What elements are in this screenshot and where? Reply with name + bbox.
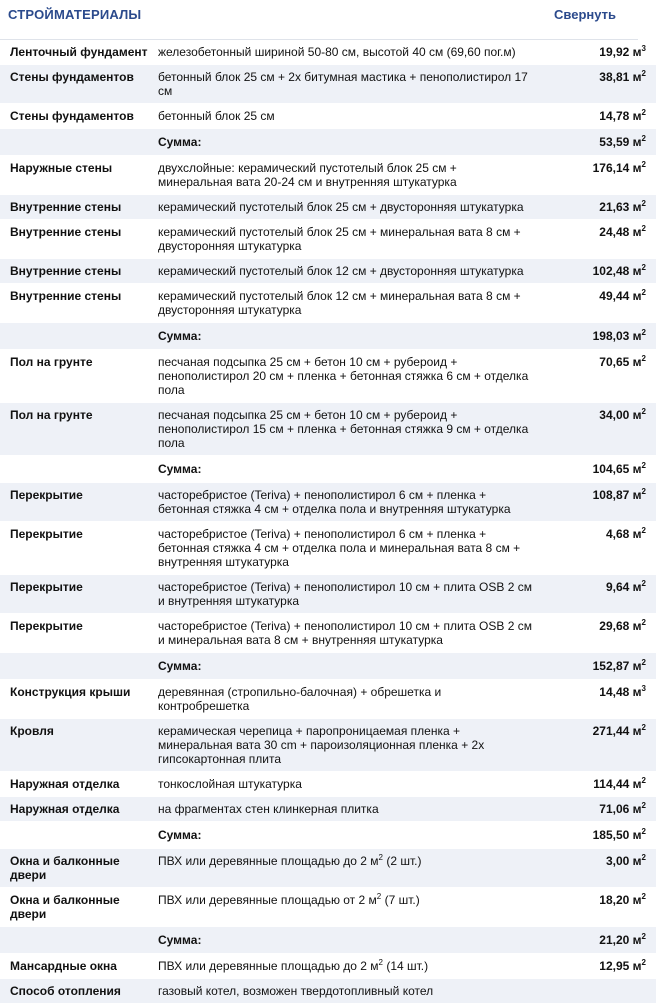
description-text: ПВХ или деревянные площадью до 2 м: [158, 959, 379, 973]
table-row: [0, 522, 656, 575]
table-row: [0, 220, 656, 259]
material-name: Наружная отделка: [0, 772, 154, 797]
unit-exponent: 2: [641, 108, 646, 117]
description-count: (2 шт.): [383, 854, 422, 868]
quantity-number: 114,44 м: [593, 777, 642, 791]
material-name: Перекрытие: [0, 522, 154, 575]
quantity-number: 34,00 м: [599, 408, 642, 422]
quantity-value: [538, 65, 656, 104]
unit-exponent: 2: [641, 853, 646, 862]
sum-row: [0, 927, 656, 954]
unit-exponent: 2: [641, 354, 646, 363]
material-name: Перекрытие: [0, 575, 154, 614]
unit-exponent: 2: [641, 618, 646, 627]
table-row: [0, 772, 656, 797]
material-name: [0, 323, 154, 350]
sum-value: [538, 653, 656, 680]
quantity-value: [538, 483, 656, 522]
material-description: песчаная подсыпка 25 см + бетон 10 см + рубероид + пенополистирол 15 см + пленка + бетонная стяжка 9 см + отделка пола: [154, 403, 538, 456]
quantity-value: [538, 680, 656, 719]
material-name: Пол на грунте: [0, 403, 154, 456]
quantity-value: [538, 954, 656, 979]
sum-row: [0, 822, 656, 849]
material-description: двухслойные: керамический пустотелый блок 25 см + минеральная вата 20-24 см и внутренняя штукатурка: [154, 156, 538, 195]
material-description: [154, 888, 538, 927]
quantity-number: 70,65 м: [599, 355, 642, 369]
table-row: [0, 65, 656, 104]
quantity-value: [538, 772, 656, 797]
table-row: [0, 888, 656, 927]
material-name: Внутренние стены: [0, 195, 154, 220]
description-exponent: 2: [378, 853, 383, 862]
quantity-number: 49,44 м: [599, 289, 642, 303]
material-description: песчаная подсыпка 25 см + бетон 10 см + рубероид + пенополистирол 20 см + пленка + бетонная стяжка 6 см + отделка пола: [154, 350, 538, 403]
material-description: часторебристое (Teriva) + пенополистирол 6 см + пленка + бетонная стяжка 4 см + отделка пола и внутренняя штукатурка: [154, 483, 538, 522]
table-row: [0, 104, 656, 129]
description-count: (14 шт.): [383, 959, 429, 973]
quantity-number: 271,44 м: [592, 724, 642, 738]
material-name: Стены фундаментов: [0, 65, 154, 104]
quantity-number: 152,87 м: [592, 659, 642, 673]
material-description: [154, 954, 538, 979]
quantity-value: [538, 575, 656, 614]
material-name: Перекрытие: [0, 614, 154, 653]
material-name: Перекрытие: [0, 483, 154, 522]
quantity-number: 71,06 м: [599, 802, 642, 816]
sum-value: [538, 822, 656, 849]
material-description: бетонный блок 25 см: [154, 104, 538, 129]
sum-row: [0, 129, 656, 156]
unit-exponent: 2: [641, 69, 646, 78]
sum-label: Сумма:: [154, 653, 538, 680]
quantity-value: [538, 195, 656, 220]
table-row: [0, 680, 656, 719]
material-description: керамическая черепица + паропроницаемая пленка + минеральная вата 30 cm + пароизоляционная пленка + 2х гипсокартонная плита: [154, 719, 538, 772]
material-description: часторебристое (Teriva) + пенополистирол 10 см + плита OSB 2 см и внутренняя штукатурка: [154, 575, 538, 614]
material-name: Кровля: [0, 719, 154, 772]
quantity-number: 18,20 м: [599, 893, 642, 907]
material-name: Конструкция крыши: [0, 680, 154, 719]
sum-value: [538, 456, 656, 483]
sum-label: Сумма:: [154, 927, 538, 954]
quantity-value: [538, 40, 656, 65]
sum-label: Сумма:: [154, 129, 538, 156]
material-description: бетонный блок 25 см + 2х битумная мастика + пенополистирол 17 см: [154, 65, 538, 104]
quantity-number: 53,59 м: [599, 135, 642, 149]
material-name: Окна и балконные двери: [0, 849, 154, 888]
unit-exponent: 2: [641, 134, 646, 143]
quantity-number: 108,87 м: [592, 488, 642, 502]
material-description: газовый котел, возможен твердотопливный котел: [154, 979, 538, 1004]
table-row: [0, 954, 656, 979]
quantity-number: 104,65 м: [592, 462, 642, 476]
unit-exponent: 2: [641, 892, 646, 901]
materials-table: [0, 40, 656, 1004]
description-exponent: 2: [378, 958, 383, 967]
unit-exponent: 2: [641, 579, 646, 588]
material-description: керамический пустотелый блок 25 см + двусторонняя штукатурка: [154, 195, 538, 220]
table-row: [0, 575, 656, 614]
material-name: Внутренние стены: [0, 284, 154, 323]
material-name: Наружная отделка: [0, 797, 154, 822]
table-row: [0, 797, 656, 822]
quantity-number: 21,20 м: [599, 933, 642, 947]
table-row: [0, 259, 656, 284]
material-name: [0, 927, 154, 954]
sum-value: [538, 323, 656, 350]
material-description: керамический пустотелый блок 12 см + двусторонняя штукатурка: [154, 259, 538, 284]
material-name: Ленточный фундамент: [0, 40, 154, 65]
quantity-value: [538, 614, 656, 653]
table-row: [0, 284, 656, 323]
quantity-number: 102,48 м: [592, 264, 642, 278]
sum-value: [538, 927, 656, 954]
quantity-number: 19,92 м: [599, 45, 642, 59]
material-description: на фрагментах стен клинкерная плитка: [154, 797, 538, 822]
quantity-number: 12,95 м: [599, 959, 642, 973]
quantity-number: 176,14 м: [592, 161, 642, 175]
unit-exponent: 2: [641, 328, 646, 337]
section-header: [0, 0, 638, 40]
sum-label: Сумма:: [154, 323, 538, 350]
sum-value: [538, 129, 656, 156]
table-row: [0, 849, 656, 888]
quantity-number: 3,00 м: [605, 854, 642, 868]
table-row: [0, 979, 656, 1004]
unit-exponent: 3: [641, 44, 646, 53]
unit-exponent: 2: [641, 199, 646, 208]
table-row: [0, 403, 656, 456]
material-name: [0, 653, 154, 680]
quantity-number: 9,64 м: [605, 580, 642, 594]
table-row: [0, 40, 656, 65]
quantity-value: [538, 719, 656, 772]
unit-exponent: 2: [641, 526, 646, 535]
unit-exponent: 2: [641, 288, 646, 297]
material-description: деревянная (стропильно-балочная) + обрешетка и контробрешетка: [154, 680, 538, 719]
material-name: [0, 129, 154, 156]
material-name: Мансардные окна: [0, 954, 154, 979]
unit-exponent: 2: [641, 461, 646, 470]
quantity-value: [538, 350, 656, 403]
unit-exponent: 2: [641, 827, 646, 836]
unit-exponent: 2: [641, 263, 646, 272]
collapse-link[interactable]: Свернуть: [554, 7, 616, 22]
material-description: часторебристое (Teriva) + пенополистирол 6 см + пленка + бетонная стяжка 4 см + отделка пола и минеральная вата 8 см + внутренняя штукатурка: [154, 522, 538, 575]
material-description: тонкослойная штукатурка: [154, 772, 538, 797]
unit-exponent: 2: [641, 776, 646, 785]
unit-exponent: 2: [641, 224, 646, 233]
sum-label: Сумма:: [154, 822, 538, 849]
material-name: [0, 456, 154, 483]
unit-exponent: 2: [641, 407, 646, 416]
material-name: Внутренние стены: [0, 220, 154, 259]
material-description: керамический пустотелый блок 12 см + минеральная вата 8 см + двусторонняя штукатурка: [154, 284, 538, 323]
material-description: железобетонный шириной 50-80 см, высотой 40 см (69,60 пог.м): [154, 40, 538, 65]
quantity-number: 21,63 м: [599, 200, 642, 214]
table-row: [0, 483, 656, 522]
unit-exponent: 2: [641, 723, 646, 732]
description-text: ПВХ или деревянные площадью до 2 м: [158, 854, 379, 868]
quantity-value: [538, 797, 656, 822]
table-row: [0, 156, 656, 195]
section-title: СТРОЙМАТЕРИАЛЫ: [8, 7, 142, 22]
quantity-value: [538, 403, 656, 456]
description-count: (7 шт.): [381, 893, 420, 907]
material-name: Наружные стены: [0, 156, 154, 195]
quantity-number: 29,68 м: [599, 619, 642, 633]
quantity-value: [538, 104, 656, 129]
quantity-number: 38,81 м: [599, 70, 642, 84]
unit-exponent: 2: [641, 658, 646, 667]
table-row: [0, 719, 656, 772]
quantity-number: 4,68 м: [605, 527, 642, 541]
quantity-value: [538, 979, 656, 1004]
table-row: [0, 195, 656, 220]
description-text: ПВХ или деревянные площадью от 2 м: [158, 893, 377, 907]
sum-label: Сумма:: [154, 456, 538, 483]
material-name: Окна и балконные двери: [0, 888, 154, 927]
quantity-value: [538, 259, 656, 284]
quantity-number: 14,78 м: [599, 109, 642, 123]
sum-row: [0, 653, 656, 680]
unit-exponent: 2: [641, 160, 646, 169]
quantity-value: [538, 849, 656, 888]
quantity-number: 185,50 м: [592, 828, 642, 842]
sum-row: [0, 323, 656, 350]
quantity-number: 14,48 м: [599, 685, 642, 699]
unit-exponent: 2: [641, 487, 646, 496]
table-row: [0, 614, 656, 653]
quantity-number: 198,03 м: [592, 329, 642, 343]
quantity-value: [538, 156, 656, 195]
material-description: керамический пустотелый блок 25 см + минеральная вата 8 см + двусторонняя штукатурка: [154, 220, 538, 259]
unit-exponent: 2: [641, 801, 646, 810]
quantity-value: [538, 284, 656, 323]
table-row: [0, 350, 656, 403]
quantity-value: [538, 522, 656, 575]
material-description: часторебристое (Teriva) + пенополистирол 10 см + плита OSB 2 см и минеральная вата 8 см + внутренняя штукатурка: [154, 614, 538, 653]
quantity-number: 24,48 м: [599, 225, 642, 239]
unit-exponent: 2: [641, 958, 646, 967]
quantity-value: [538, 220, 656, 259]
material-name: Стены фундаментов: [0, 104, 154, 129]
unit-exponent: 3: [641, 684, 646, 693]
material-name: Внутренние стены: [0, 259, 154, 284]
material-description: [154, 849, 538, 888]
material-name: Пол на грунте: [0, 350, 154, 403]
material-name: [0, 822, 154, 849]
quantity-value: [538, 888, 656, 927]
material-name: Способ отопления: [0, 979, 154, 1004]
sum-row: [0, 456, 656, 483]
unit-exponent: 2: [641, 932, 646, 941]
description-exponent: 2: [376, 892, 382, 901]
